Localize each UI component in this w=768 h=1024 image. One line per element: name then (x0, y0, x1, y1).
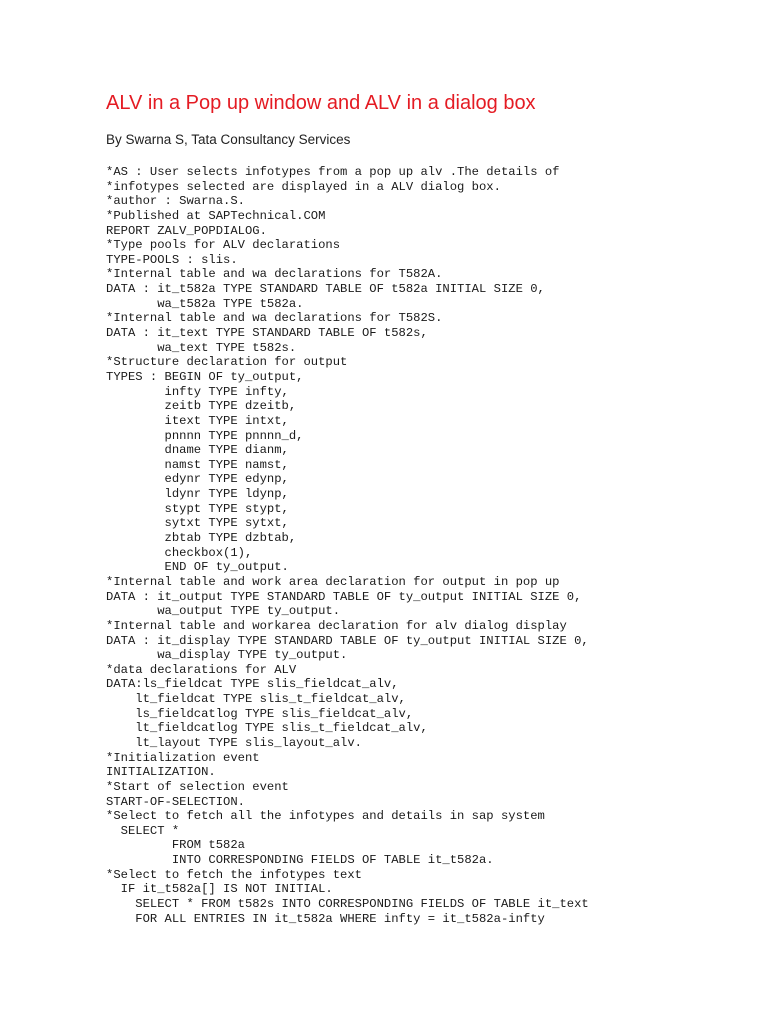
code-line: *Internal table and work area declaration for output in pop up (106, 574, 560, 589)
code-line: TYPES : BEGIN OF ty_output, (106, 369, 304, 384)
code-line: stypt TYPE stypt, (106, 501, 289, 516)
code-line: *author : Swarna.S. (106, 194, 245, 209)
code-line: wa_display TYPE ty_output. (106, 648, 348, 663)
code-line: REPORT ZALV_POPDIALOG. (106, 223, 267, 238)
code-line: *Start of selection event (106, 779, 289, 794)
code-line: INTO CORRESPONDING FIELDS OF TABLE it_t582a. (106, 853, 494, 868)
code-line: END OF ty_output. (106, 560, 289, 575)
code-line: zbtab TYPE dzbtab, (106, 531, 297, 546)
code-line: *data declarations for ALV (106, 662, 297, 677)
code-line: dname TYPE dianm, (106, 443, 289, 458)
code-line: ldynr TYPE ldynp, (106, 487, 289, 502)
code-line: *Published at SAPTechnical.COM (106, 208, 326, 223)
code-line: *Structure declaration for output (106, 355, 348, 370)
code-line: DATA : it_display TYPE STANDARD TABLE OF ty_output INITIAL SIZE 0, (106, 633, 589, 648)
code-line: START-OF-SELECTION. (106, 794, 245, 809)
code-line: FOR ALL ENTRIES IN it_t582a WHERE infty = it_t582a-infty (106, 911, 545, 926)
code-line: lt_fieldcat TYPE slis_t_fieldcat_alv, (106, 692, 406, 707)
code-line: *Initialization event (106, 750, 260, 765)
code-line: *Select to fetch the infotypes text (106, 867, 362, 882)
code-line: itext TYPE intxt, (106, 413, 289, 428)
document-title: ALV in a Pop up window and ALV in a dialog box (106, 92, 536, 114)
code-line: edynr TYPE edynp, (106, 472, 289, 487)
code-line: *Select to fetch all the infotypes and details in sap system (106, 809, 545, 824)
code-line: sytxt TYPE sytxt, (106, 516, 289, 531)
code-line: *AS : User selects infotypes from a pop up alv .The details of (106, 165, 560, 179)
code-line: *Internal table and workarea declaration for alv dialog display (106, 618, 567, 633)
code-line: wa_output TYPE ty_output. (106, 604, 341, 619)
code-line: DATA : it_text TYPE STANDARD TABLE OF t582s, (106, 326, 428, 341)
code-line: DATA : it_t582a TYPE STANDARD TABLE OF t582a INITIAL SIZE 0, (106, 282, 545, 297)
code-line: DATA:ls_fieldcat TYPE slis_fieldcat_alv, (106, 677, 399, 692)
code-line: SELECT * (106, 823, 180, 838)
code-line: SELECT * FROM t582s INTO CORRESPONDING FIELDS OF TABLE it_text (106, 897, 589, 912)
code-line: zeitb TYPE dzeitb, (106, 399, 297, 414)
author-byline: By Swarna S, Tata Consultancy Services (106, 132, 351, 147)
code-line: lt_layout TYPE slis_layout_alv. (106, 735, 362, 750)
code-line: TYPE-POOLS : slis. (106, 252, 238, 267)
code-listing (106, 165, 589, 926)
code-line: *Type pools for ALV declarations (106, 238, 341, 253)
code-line: ls_fieldcatlog TYPE slis_fieldcat_alv, (106, 706, 414, 721)
code-line: FROM t582a (106, 838, 245, 853)
code-line: IF it_t582a[] IS NOT INITIAL. (106, 882, 333, 897)
code-line: INITIALIZATION. (106, 765, 216, 780)
code-line: wa_text TYPE t582s. (106, 340, 297, 355)
code-line: *infotypes selected are displayed in a ALV dialog box. (106, 179, 501, 194)
code-line: infty TYPE infty, (106, 384, 289, 399)
code-line: checkbox(1), (106, 545, 253, 560)
code-line: *Internal table and wa declarations for T582A. (106, 267, 443, 282)
code-line: DATA : it_output TYPE STANDARD TABLE OF ty_output INITIAL SIZE 0, (106, 589, 582, 604)
code-line: lt_fieldcatlog TYPE slis_t_fieldcat_alv, (106, 721, 428, 736)
code-line: namst TYPE namst, (106, 457, 289, 472)
code-line: *Internal table and wa declarations for T582S. (106, 311, 443, 326)
code-line: wa_t582a TYPE t582a. (106, 296, 304, 311)
code-line: pnnnn TYPE pnnnn_d, (106, 428, 304, 443)
